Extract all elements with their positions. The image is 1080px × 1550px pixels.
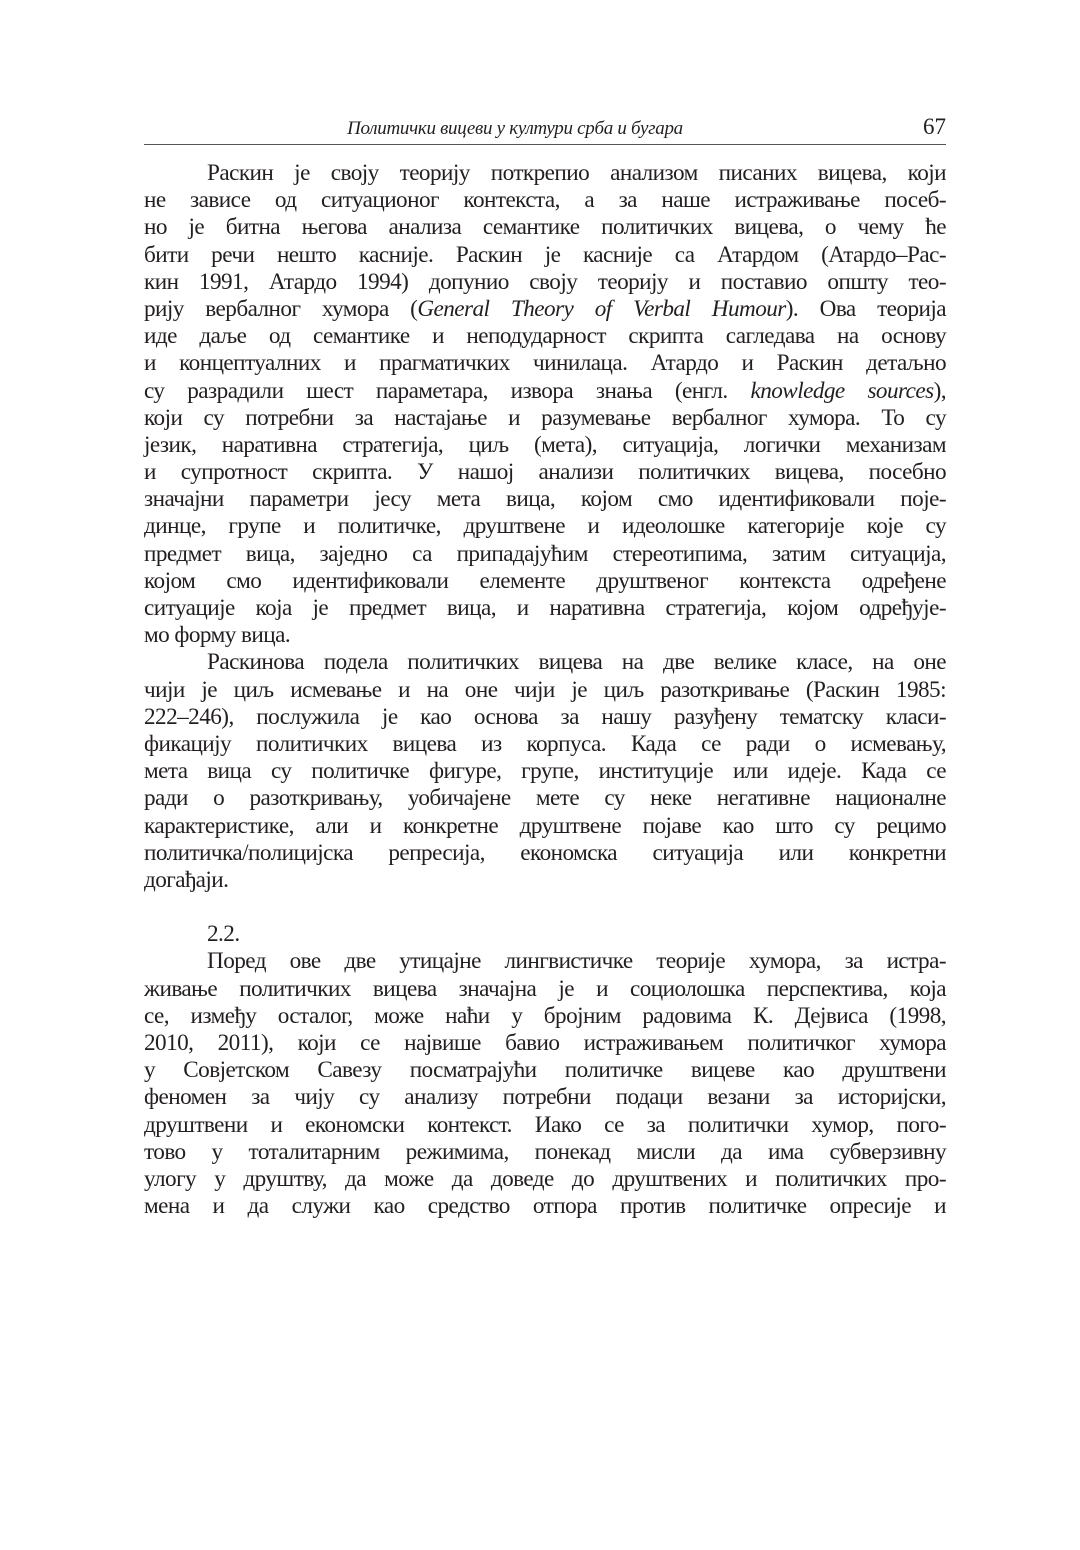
text-line: догађаји.: [144, 866, 229, 893]
italic-term-gtvh: General Theory of Verbal Humour: [417, 295, 786, 322]
text-line: феномен за чију су анализу потребни подаци везани за историјски,: [144, 1084, 946, 1111]
text-line: но је битна његова анализа семантике политичких вицева, о чему ће: [144, 214, 946, 241]
text-line: значајни параметри јесу мета вица, којом смо идентификовали поје-: [144, 486, 946, 513]
text-run: ). Ова теорија: [785, 295, 946, 322]
text-line: мета вица су политичке фигуре, групе, институције или идеје. Када се: [144, 758, 946, 785]
text-line: мо форму вица.: [144, 622, 291, 649]
text-line: предмет вица, заједно са припадајућим стереотипима, затим ситуација,: [144, 540, 946, 567]
paragraph-spacer: [144, 894, 946, 921]
italic-term-knowledge-sources: knowledge sources: [750, 377, 934, 404]
text-line: живање политичких вицева значајна је и социолошка перспектива, која: [144, 975, 946, 1002]
text-line: језик, наративна стратегија, циљ (мета), ситуација, логички механизам: [144, 431, 946, 458]
text-line: иде даље од семантике и неподударност скрипта сагледава на основу: [144, 323, 946, 350]
paragraph-2: [144, 649, 946, 894]
text-line: ради о разоткривању, уобичајене мете су неке негативне националне: [144, 785, 946, 812]
text-run: рију вербалног хумора (: [144, 295, 418, 322]
body-text: [144, 160, 946, 1220]
text-line: карактеристике, али и конкретне друштвене појаве као што су рецимо: [144, 812, 946, 839]
text-line: ситуације која је предмет вица, и наративна стратегија, којом одређује-: [144, 595, 946, 621]
text-line: улогу у друштву, да може да доведе до друштвених и политичких про-: [144, 1165, 946, 1192]
text-line: политичка/полицијска репресија, економска ситуација или конкретни: [144, 839, 946, 866]
paragraph-1: [144, 160, 946, 649]
text-line: чији је циљ исмевање и на оне чији је циљ разоткривање (Раскин 1985:: [144, 676, 946, 703]
running-header: [144, 114, 946, 145]
text-run: ),: [933, 377, 946, 404]
text-line: Поред ове две утицајне лингвистичке теорије хумора, за истра-: [207, 948, 946, 975]
text-line: бити речи нешто касније. Раскин је касније са Атардом (Атардо–Рас-: [144, 241, 946, 268]
text-line: динце, групе и политичке, друштвене и идеолошке категорије које су: [144, 513, 946, 540]
text-line: [144, 378, 946, 405]
text-line: мена и да служи као средство отпора против политичке опресије и: [144, 1193, 946, 1220]
text-line: којом смо идентификовали елементе друштвеног контекста одређене: [144, 567, 946, 594]
section-number: 2.2.: [207, 921, 240, 948]
text-line: у Совјетском Савезу посматрајући политичке вицеве као друштвени: [144, 1057, 946, 1084]
text-line: фикацију политичких вицева из корпуса. Када се ради о исмевању,: [144, 730, 946, 757]
text-line: Раскинова подела политичких вицева на две велике класе, на оне: [207, 649, 946, 676]
text-line: друштвени и економски контекст. Иако се за политички хумор, пого-: [144, 1111, 946, 1138]
text-line: и концептуалних и прагматичких чинилаца. Атардо и Раскин детаљно: [144, 350, 946, 377]
text-run: су разрадили шест параметара, извора знања (енгл.: [144, 377, 751, 404]
text-line: се, између осталог, може наћи у бројним радовима К. Дејвиса (1998,: [144, 1002, 946, 1029]
paragraph-3: [144, 948, 946, 1220]
text-line: који су потребни за настајање и разумевање вербалног хумора. То су: [144, 404, 946, 431]
text-line: не зависе од ситуационог контекста, а за наше истраживање посеб-: [144, 187, 946, 214]
text-line: 222–246), послужила је као основа за нашу разуђену тематску класи-: [144, 703, 946, 730]
text-line: 2010, 2011), који се највише бавио истраживањем политичког хумора: [144, 1030, 946, 1056]
text-line: [144, 296, 946, 323]
text-line: тово у тоталитарним режимима, понекад мисли да има субверзивну: [144, 1138, 946, 1165]
text-line: и супротност скрипта. У нашој анализи политичких вицева, посебно: [144, 459, 946, 486]
running-title: Политички вицеви у култури срба и бугара: [347, 118, 683, 139]
page-number: 67: [923, 114, 946, 139]
text-line: Раскин је своју теорију поткрепио анализом писаних вицева, који: [207, 160, 946, 186]
text-line: кин 1991, Атардо 1994) допунио своју теорију и поставио општу тео-: [144, 268, 946, 295]
